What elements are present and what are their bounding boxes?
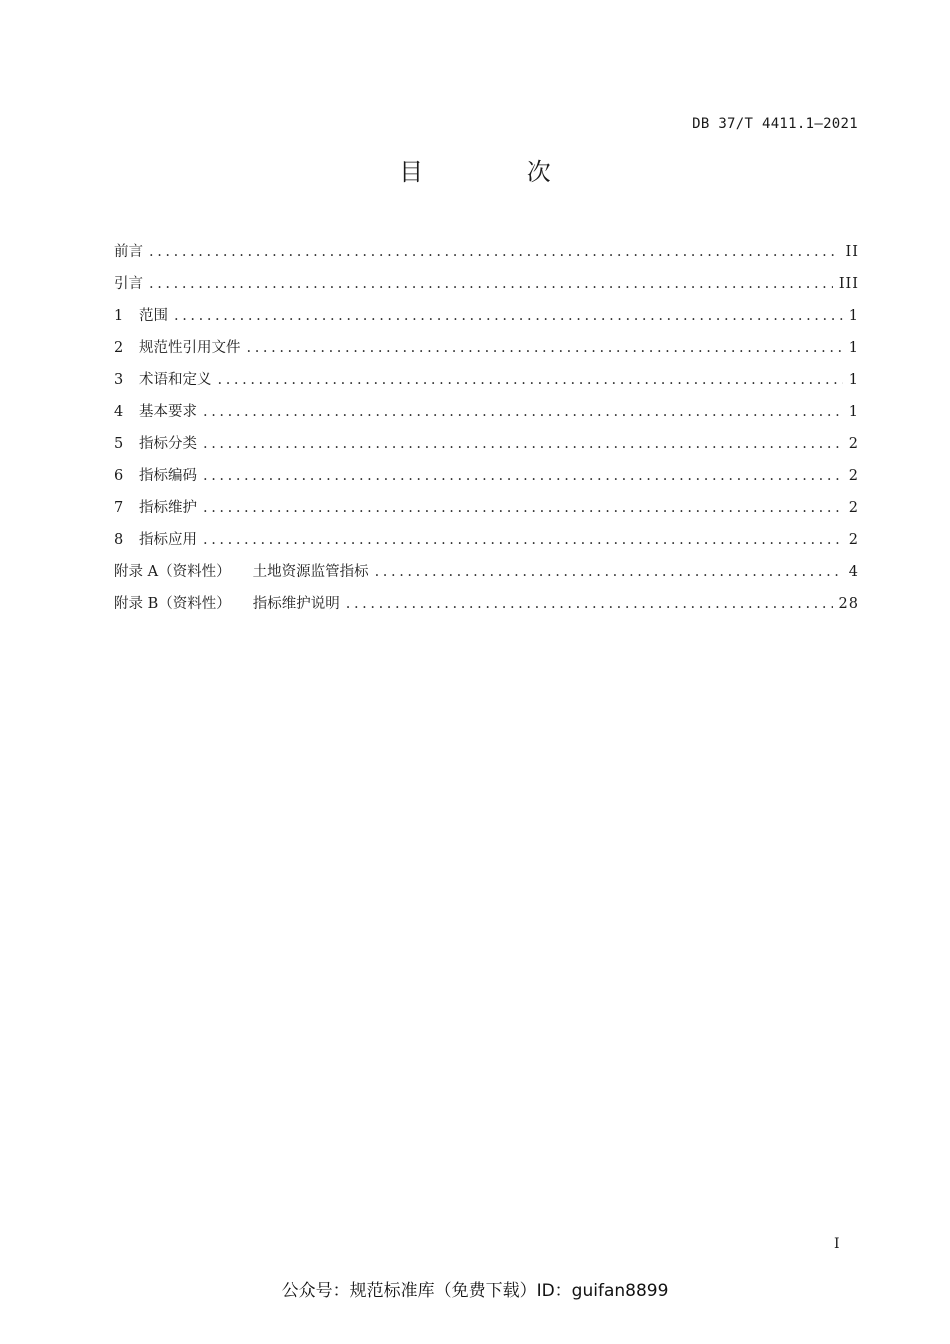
toc-entry-page: 1 [848, 404, 859, 420]
toc-entry-label: 术语和定义 [139, 372, 212, 388]
toc-entry-label: 规范性引用文件 [139, 340, 241, 356]
toc-entry-number: 2 [114, 340, 124, 356]
toc-entry-number: 7 [114, 500, 124, 516]
toc-entry-normative-references[interactable] [114, 336, 859, 368]
toc-leader-dots [149, 244, 840, 260]
toc-entry-label: 指标编码 [139, 468, 197, 484]
footer-watermark-text: 公众号：规范标准库（免费下载）ID：guifan8899 [281, 1281, 669, 1301]
toc-entry-number: 4 [114, 404, 124, 420]
toc-leader-dots [203, 404, 843, 420]
toc-entry-indicator-application[interactable] [114, 528, 859, 560]
toc-entry-page: 1 [848, 340, 859, 356]
appendix-label: 附录 B（资料性） [114, 596, 231, 612]
toc-entry-appendix-a[interactable] [114, 560, 859, 592]
toc-entry-foreword[interactable] [114, 240, 859, 272]
toc-entry-page: 2 [848, 468, 859, 484]
toc-entry-page: 4 [848, 564, 859, 580]
toc-entry-label: 指标维护 [139, 500, 197, 516]
toc-entry-indicator-maintenance[interactable] [114, 496, 859, 528]
toc-entry-label: 引言 [114, 276, 143, 292]
toc-entry-appendix-b[interactable] [114, 592, 859, 624]
toc-entry-label: 基本要求 [139, 404, 197, 420]
toc-entry-page: 2 [848, 500, 859, 516]
toc-entry-terms-definitions[interactable] [114, 368, 859, 400]
toc-entry-label: 前言 [114, 244, 143, 260]
standard-code: DB 37/T 4411.1—2021 [692, 116, 858, 132]
toc-entry-page: 1 [848, 308, 859, 324]
toc-leader-dots [203, 468, 843, 484]
toc-entry-indicator-coding[interactable] [114, 464, 859, 496]
toc-entry-basic-requirements[interactable] [114, 400, 859, 432]
toc-leader-dots [346, 596, 833, 612]
toc-entry-page: 2 [848, 532, 859, 548]
toc-entry-label [114, 560, 369, 581]
toc-leader-dots [247, 340, 843, 356]
page-title: 目 次 [399, 158, 599, 186]
toc-entry-number: 3 [114, 372, 124, 388]
page-number: I [834, 1236, 840, 1252]
toc-entry-page: 2 [848, 436, 859, 452]
toc-entry-page: II [845, 244, 859, 260]
toc-leader-dots [375, 564, 843, 580]
toc-leader-dots [174, 308, 843, 324]
toc-entry-label: 指标分类 [139, 436, 197, 452]
table-of-contents [114, 240, 859, 624]
appendix-label: 附录 A（资料性） [114, 564, 231, 580]
toc-entry-label [114, 592, 340, 613]
toc-entry-label: 范围 [139, 308, 168, 324]
toc-entry-number: 5 [114, 436, 124, 452]
toc-entry-number: 1 [114, 308, 124, 324]
toc-leader-dots [203, 500, 843, 516]
toc-entry-label: 指标应用 [139, 532, 197, 548]
toc-leader-dots [149, 276, 833, 292]
toc-entry-page: 28 [838, 596, 859, 612]
toc-entry-number: 8 [114, 532, 124, 548]
toc-entry-scope[interactable] [114, 304, 859, 336]
toc-entry-page: 1 [848, 372, 859, 388]
appendix-title: 指标维护说明 [252, 596, 340, 612]
toc-leader-dots [203, 436, 843, 452]
toc-entry-introduction[interactable] [114, 272, 859, 304]
toc-entry-page: III [838, 276, 859, 292]
appendix-title: 土地资源监管指标 [252, 564, 369, 580]
toc-leader-dots [218, 372, 843, 388]
toc-leader-dots [203, 532, 843, 548]
toc-entry-number: 6 [114, 468, 124, 484]
toc-entry-indicator-classification[interactable] [114, 432, 859, 464]
